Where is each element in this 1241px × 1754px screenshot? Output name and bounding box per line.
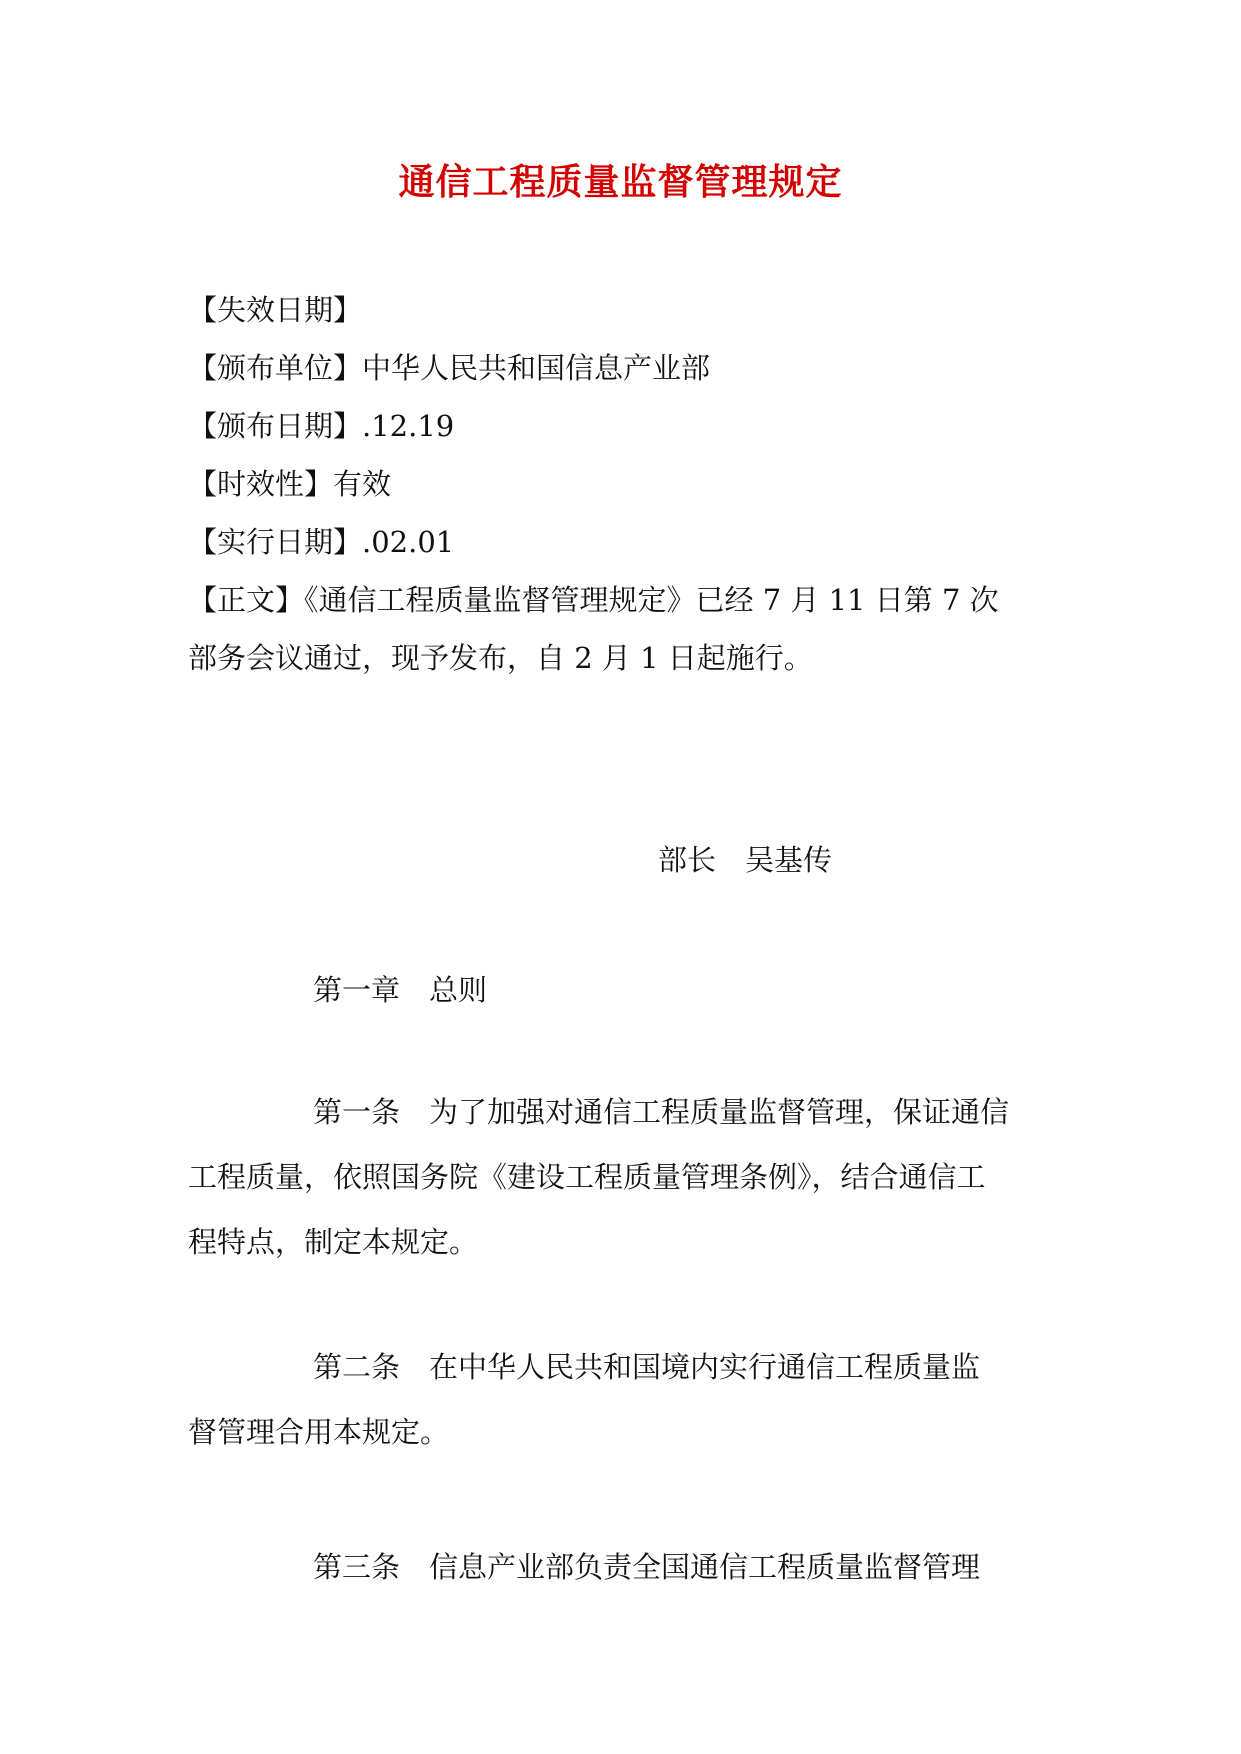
article-3 xyxy=(188,1535,1058,1600)
article-3-line-1: 第三条 信息产业部负责全国通信工程质量监督管理 xyxy=(313,1550,981,1584)
article-1-line-3: 程特点，制定本规定。 xyxy=(188,1225,479,1259)
signature: 部长 吴基传 xyxy=(658,843,833,877)
article-2-line-2: 督管理合用本规定。 xyxy=(188,1415,450,1449)
article-2 xyxy=(188,1335,1058,1465)
document-title: 通信工程质量监督管理规定 xyxy=(398,161,843,203)
meta-validity: 【时效性】有效 xyxy=(188,467,392,501)
preamble-line-1: 【正文】《通信工程质量监督管理规定》已经 7 月 11 日第 7 次 xyxy=(188,583,999,617)
preamble-line-2: 部务会议通过，现予发布，自 2 月 1 日起施行。 xyxy=(188,641,813,675)
meta-effective-date: 【实行日期】.02.01 xyxy=(188,525,455,559)
meta-block xyxy=(188,290,1068,678)
article-1-line-1: 第一条 为了加强对通信工程质量监督管理，保证通信 xyxy=(313,1095,1010,1129)
article-2-line-1: 第二条 在中华人民共和国境内实行通信工程质量监 xyxy=(313,1350,981,1384)
chapter-heading: 第一章 总则 xyxy=(313,973,488,1007)
article-1 xyxy=(188,1080,1058,1275)
meta-expiry-date: 【失效日期】 xyxy=(188,293,363,327)
article-1-line-2: 工程质量，依照国务院《建设工程质量管理条例》，结合通信工 xyxy=(188,1160,986,1194)
meta-issuing-unit: 【颁布单位】中华人民共和国信息产业部 xyxy=(188,351,711,385)
meta-issue-date: 【颁布日期】.12.19 xyxy=(188,409,455,443)
